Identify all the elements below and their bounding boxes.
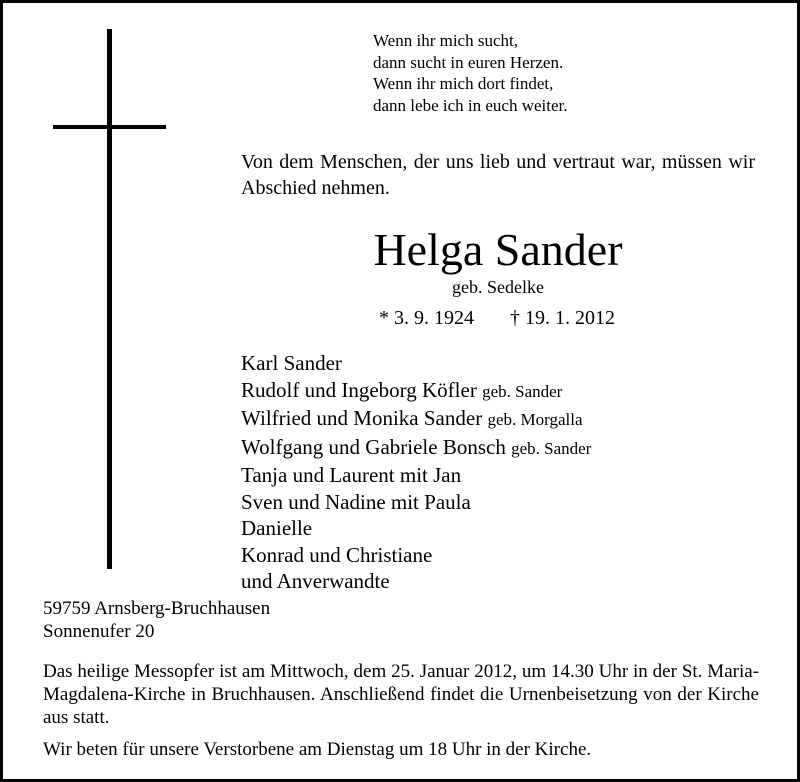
poem-line: Wenn ihr mich sucht, — [373, 31, 518, 50]
family-member — [241, 405, 591, 434]
member-name: Karl Sander — [241, 351, 342, 375]
member-name: Konrad und Christiane — [241, 542, 433, 567]
family-member — [241, 377, 591, 406]
family-list — [241, 350, 591, 595]
family-member — [241, 489, 591, 516]
family-member — [241, 515, 591, 542]
deceased-name: Helga Sander — [373, 224, 623, 275]
service-info: Das heilige Messopfer ist am Mittwoch, dem 25. Januar 2012, um 14.30 Uhr in der St. Maria-Magdalena-Kirche in Bruchhausen. Anschließend findet die Urnenbeisetzung von der Kirche aus statt. — [43, 661, 759, 728]
family-member — [241, 350, 591, 377]
member-note: geb. Morgalla — [487, 410, 583, 429]
member-name: Wolfgang und Gabriele Bonsch — [241, 434, 506, 459]
poem — [373, 30, 567, 116]
member-note: geb. Sander — [511, 438, 592, 458]
family-member — [241, 462, 591, 489]
birth-name: geb. Sedelke — [452, 277, 544, 297]
member-note: geb. Sander — [482, 381, 563, 401]
prayer-info: Wir beten für unsere Verstorbene am Dienstag um 18 Uhr in der Kirche. — [43, 739, 592, 760]
birth-date: * 3. 9. 1924 — [379, 307, 474, 329]
cross-icon-vertical — [107, 29, 112, 569]
member-name: Wilfried und Monika Sander — [241, 406, 483, 430]
member-name: Rudolf und Ingeborg Köfler — [241, 377, 477, 402]
poem-line: dann lebe ich in euch weiter. — [373, 95, 568, 115]
poem-line: Wenn ihr mich dort findet, — [373, 74, 554, 93]
death-date: † 19. 1. 2012 — [510, 307, 615, 329]
cross-icon-horizontal — [53, 125, 166, 129]
address-street: Sonnenufer 20 — [43, 621, 155, 642]
member-name: Tanja und Laurent mit Jan — [241, 463, 462, 487]
intro-text: Von dem Menschen, der uns lieb und vertraut war, müssen wir Abschied nehmen. — [241, 151, 755, 199]
poem-line: dann sucht in euren Herzen. — [373, 52, 564, 72]
family-member — [241, 568, 591, 595]
family-member — [241, 542, 591, 569]
member-name: Sven und Nadine mit Paula — [241, 489, 471, 514]
address — [43, 597, 270, 643]
member-name: Danielle — [241, 516, 313, 540]
member-name: und Anverwandte — [241, 569, 390, 593]
family-member — [241, 434, 591, 463]
address-city: 59759 Arnsberg-Bruchhausen — [43, 598, 271, 619]
